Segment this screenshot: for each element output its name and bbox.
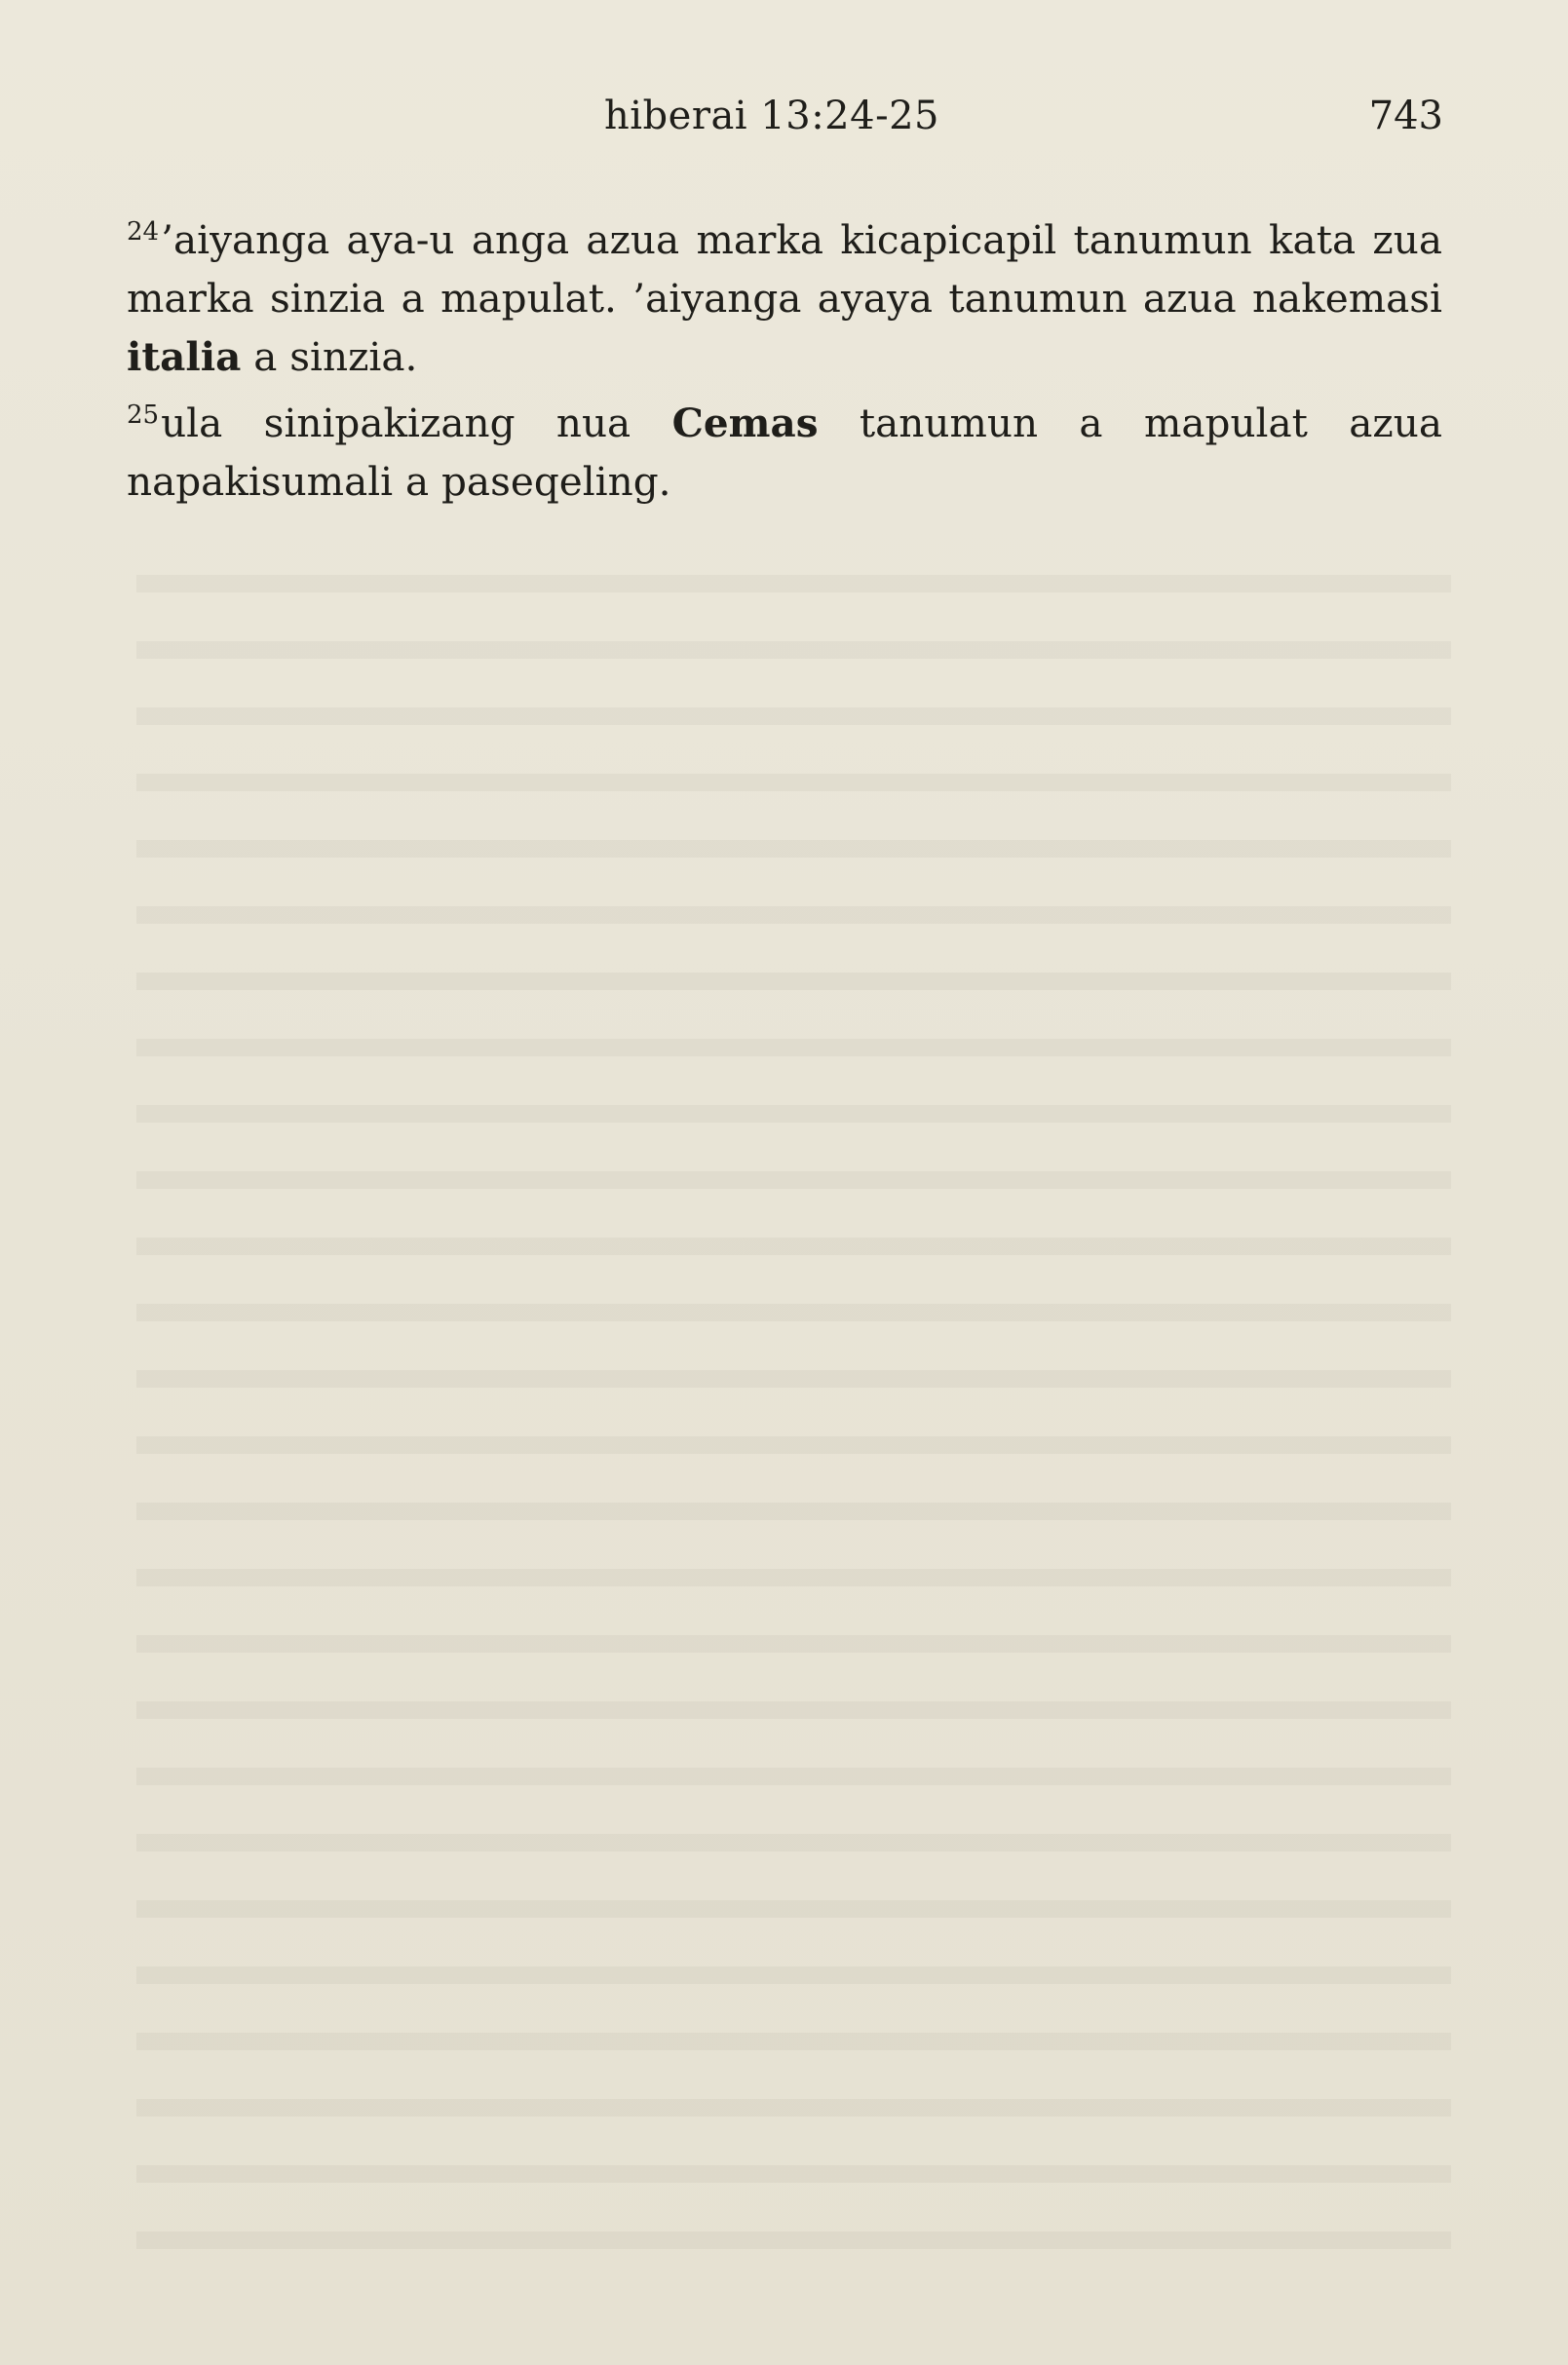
verse-text: ula sinipakizang nua xyxy=(161,400,672,446)
verse-text: a sinzia. xyxy=(241,333,418,380)
verse-text: ’aiyanga aya-u anga azua marka kicapicapil tanumun kata zua marka sinzia a mapulat. ’aiyanga ayaya tanumun azua nakemasi xyxy=(127,216,1442,322)
page-header xyxy=(127,94,1443,152)
verse-25 xyxy=(127,386,1442,511)
verse-bold-word: Cemas xyxy=(671,400,819,446)
verse-bold-word: italia xyxy=(127,333,242,380)
verse-24 xyxy=(127,203,1442,386)
verse-number: 25 xyxy=(127,401,160,430)
running-head: hiberai 13:24-25 xyxy=(604,94,939,138)
page-number: 743 xyxy=(1368,94,1443,138)
show-through-background xyxy=(136,546,1451,2287)
verse-number: 24 xyxy=(127,217,160,247)
body-text xyxy=(127,203,1442,511)
verse-text: tanumun a mapulat azua napakisumali a paseqeling. xyxy=(127,400,1442,505)
